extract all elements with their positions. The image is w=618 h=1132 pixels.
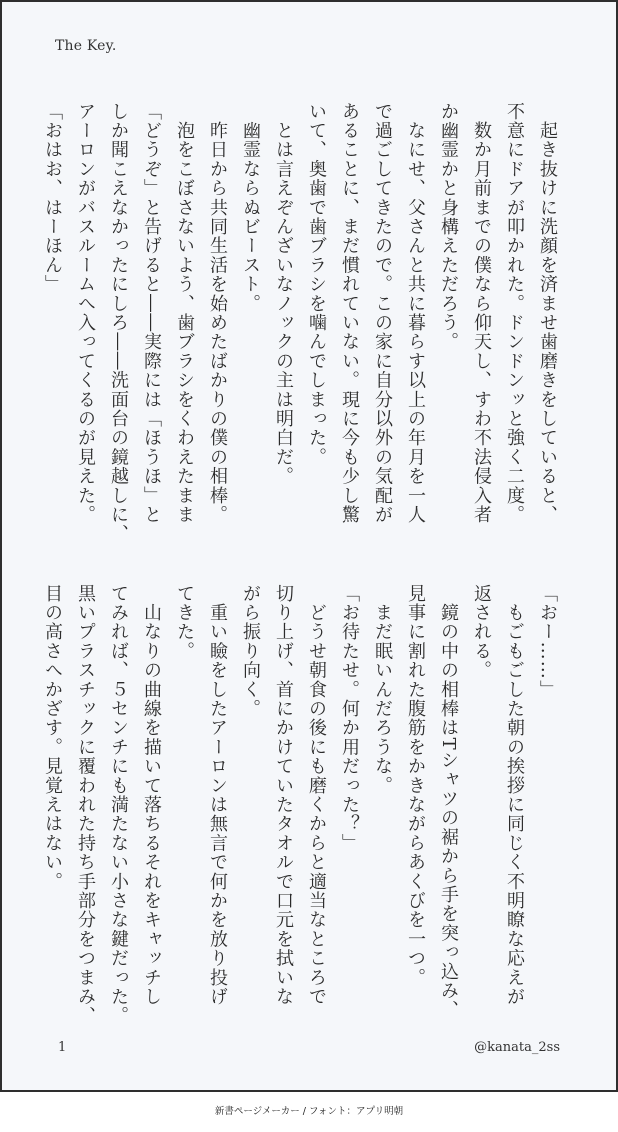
page-title: The Key. xyxy=(55,38,117,54)
text-line: か幽霊かと身構えただろう。 xyxy=(438,102,459,352)
text-line: 山なりの曲線を描いて落ちるそれをキャッチし xyxy=(141,584,162,1007)
text-line: 幽霊ならぬビースト。 xyxy=(240,102,261,314)
text-line: あることに、まだ慣れていない。現に今も少し驚 xyxy=(339,102,360,525)
text-line: もごもごした朝の挨拶に同じく不明瞭な応えが xyxy=(504,584,525,1007)
text-line: アーロンがバスルームへ入ってくるのが見えた。 xyxy=(75,102,96,525)
text-line: 見事に割れた腹筋をかきながらあくびを一つ。 xyxy=(405,584,426,988)
text-line: 「おー……」 xyxy=(537,584,558,700)
text-line: 「おはお、はーほん」 xyxy=(42,102,63,294)
text-line: 「どうぞ」と告げると――実際には「ほうほ」と xyxy=(141,102,162,525)
page-number: 1 xyxy=(58,1040,67,1055)
text-block-top xyxy=(37,102,562,544)
text-line: 「お待たせ。何か用だった？」 xyxy=(339,584,360,853)
text-line: 起き抜けに洗顔を済ませ歯磨きをしていると、 xyxy=(537,102,558,525)
text-line: 黒いプラスチックに覆われた持ち手部分をつまみ、 xyxy=(75,584,96,1026)
text-line: 数か月前までの僕なら仰天し、すわ不法侵入者 xyxy=(471,102,492,525)
footer-credit: 新書ページメーカー / フォント：アプリ明朝 xyxy=(214,1106,404,1117)
text-line: まだ眠いんだろうな。 xyxy=(372,584,393,796)
text-line: 返される。 xyxy=(471,584,492,680)
text-line: がら振り向く。 xyxy=(240,584,261,719)
text-line: で過ごしてきたので。この家に自分以外の気配が xyxy=(372,102,393,525)
text-line: いて、奥歯で歯ブラシを噛んでしまった。 xyxy=(306,102,327,467)
text-block-bottom xyxy=(37,584,562,1026)
text-line: とは言えぞんざいなノックの主は明白だ。 xyxy=(273,102,294,486)
text-line: 切り上げ、首にかけていたタオルで口元を拭いな xyxy=(273,584,294,1007)
text-line: しか聞こえなかったにしろ――洗面台の鏡越しに、 xyxy=(108,102,129,544)
text-line: なにせ、父さんと共に暮らす以上の年月を一人 xyxy=(405,102,426,525)
author-handle: @kanata_2ss xyxy=(474,1040,560,1055)
text-line: 目の高さへかざす。見覚えはない。 xyxy=(42,584,63,892)
text-line: 昨日から共同生活を始めたばかりの僕の相棒。 xyxy=(207,102,228,525)
text-line: てみれば、５センチにも満たない小さな鍵だった。 xyxy=(108,584,129,1026)
text-line: てきた。 xyxy=(174,584,195,661)
text-line: 鏡の中の相棒はTシャツの裾から手を突っ込み、 xyxy=(438,584,459,1020)
text-line: 不意にドアが叩かれた。ドンドンッと強く二度。 xyxy=(504,102,525,525)
text-line: どうせ朝食の後にも磨くからと適当なところで xyxy=(306,584,327,1007)
text-line: 重い瞼をしたアーロンは無言で何かを放り投げ xyxy=(207,584,228,1007)
text-line: 泡をこぼさないよう、歯ブラシをくわえたまま xyxy=(174,102,195,525)
